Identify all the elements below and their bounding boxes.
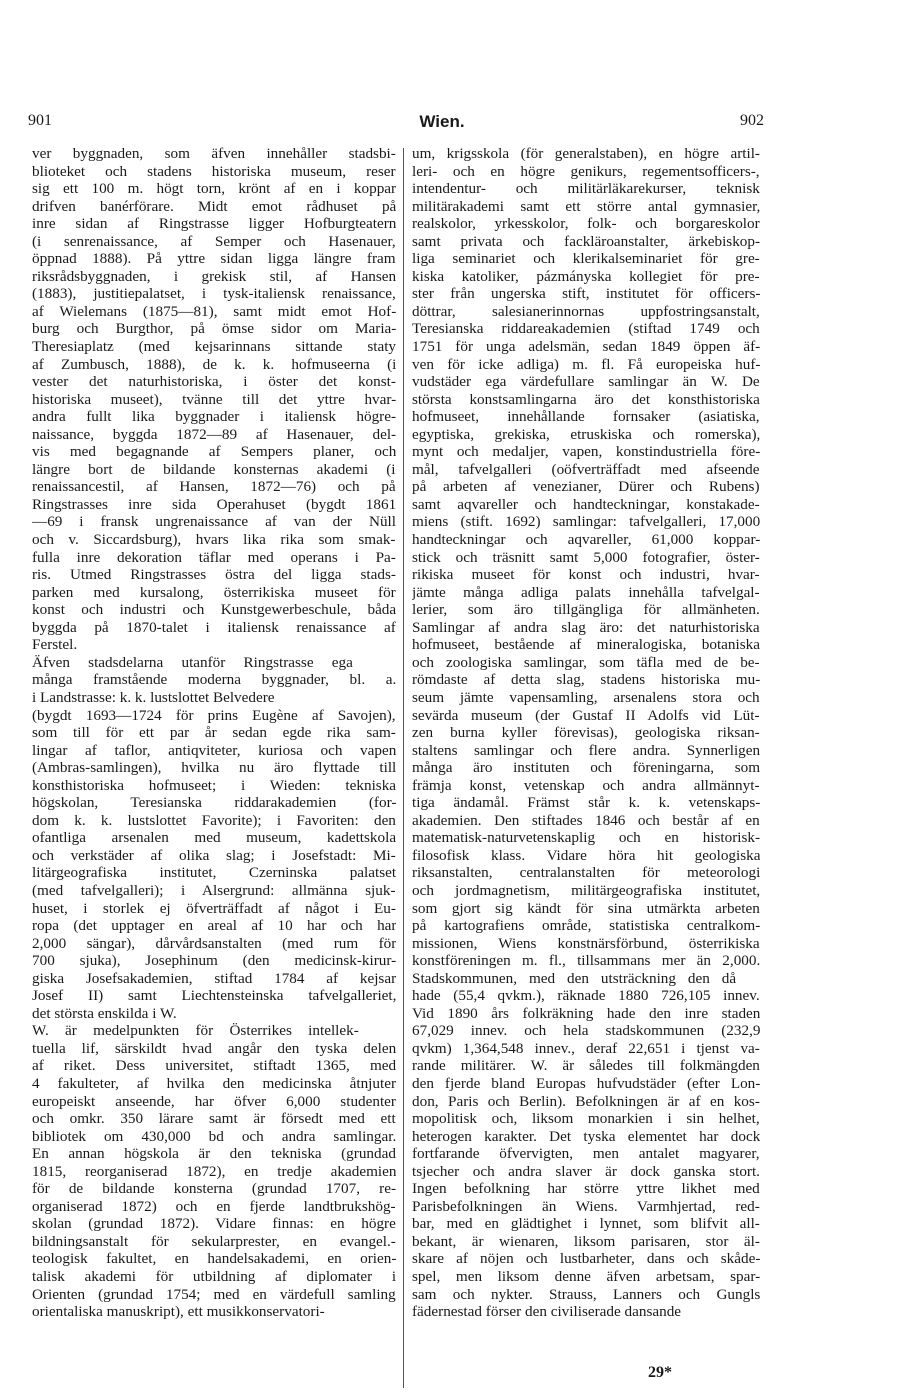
text-line: i Landstrasse: k. k. lustslottet Belvedere xyxy=(32,688,275,706)
left-text-column xyxy=(32,145,396,1321)
text-line: huset, i storlek ej öfverträffadt af något i Eu- xyxy=(32,899,396,917)
text-line: bekant, är wienaren, liksom parisaren, stor äl- xyxy=(412,1232,760,1250)
text-line: döttrar, salesianerinnornas uppfostringsanstalt, xyxy=(412,302,760,320)
text-line: ris. Utmed Ringstrasses östra del ligga stads- xyxy=(32,566,396,584)
text-line: qvkm) 1,364,548 innev., deraf 22,651 i tjenst va- xyxy=(412,1039,760,1057)
text-line: akademien. Den stiftades 1846 och består af en xyxy=(412,811,760,829)
text-line: (Ambras-samlingen), hvilka nu äro flyttade till xyxy=(32,759,396,777)
text-line: militärakademi samt ett större antal gymnasier, xyxy=(412,197,760,215)
text-line: sam och nykter. Strauss, Lanners och Gungls xyxy=(412,1285,760,1303)
text-line: lingar af taflor, antiqviteter, kuriosa och vapen xyxy=(32,741,396,759)
text-line: öppnad 1888). På yttre sidan ligga längre fram xyxy=(32,250,396,268)
text-line: sevärda museum (der Gustaf II Adolfs vid Lüt- xyxy=(412,706,760,724)
text-line: —69 i fransk ungrenaissance af van der Nüll xyxy=(32,513,396,531)
text-line: bar, med en glädtighet i lynnet, som blifvit all- xyxy=(412,1215,760,1233)
text-line: kiska katoliker, pázmányska kollegiet för pre- xyxy=(412,267,760,285)
text-line: vudstäder ega värdefullare samlingar än W. De xyxy=(412,373,760,391)
text-line: skolan (grundad 1872). Vidare finnas: en högre xyxy=(32,1215,396,1233)
text-line: Josef II) samt Liechtensteinska tafvelgalleriet, xyxy=(32,987,396,1005)
text-line: högskolan, Teresianska riddarakademien (for- xyxy=(32,794,396,812)
text-line: Orienten (grundad 1754; med en värdefull samling xyxy=(32,1285,396,1303)
text-line: (bygdt 1693—1724 för prins Eugène af Savojen), xyxy=(32,706,396,724)
text-line: tuella lif, särskildt hvad angår den tyska delen xyxy=(32,1039,396,1057)
text-line: renaissancestil, af Hansen, 1872—76) och på xyxy=(32,478,396,496)
signature-mark: 29* xyxy=(648,1364,672,1381)
text-line: jämte många adliga palats innehålla tafvelgal- xyxy=(412,583,760,601)
text-line: stick och träsnitt samt 5,000 fotografier, öster- xyxy=(412,548,760,566)
text-line: det största enskilda i W. xyxy=(32,1004,177,1022)
text-line: teologisk fakultet, en handelsakademi, en orien- xyxy=(32,1250,396,1268)
text-line: europeiskt anseende, har öfver 6,000 studenter xyxy=(32,1092,396,1110)
text-line: handteckningar och aqvareller, 61,000 koppar- xyxy=(412,531,760,549)
text-line: konsthistoriska hofmuseet; i Wieden: tekniska xyxy=(32,776,396,794)
text-line: af Zumbusch, 1888), de k. k. hofmuseerna (i xyxy=(32,355,396,373)
text-line: och verkstäder af olika slag; i Josefstadt: Mi- xyxy=(32,846,396,864)
text-line: 67,029 innev. och hela stadskommunen (232,9 xyxy=(412,1022,760,1040)
text-line: orientaliska manuskript), ett musikkonservatori- xyxy=(32,1303,325,1321)
text-line: fulla inre dekoration täflar med operans i Pa- xyxy=(32,548,396,566)
page-title: Wien. xyxy=(419,112,465,131)
text-line: Teresianska riddareakademien (stiftad 1749 och xyxy=(412,320,760,338)
text-line: leri- och en högre genikurs, regementsofficers-, xyxy=(412,162,760,180)
text-line: römdaste af detta slag, stadens historiska mu- xyxy=(412,671,760,689)
text-line: heterogen karakter. Det tyska elementet har dock xyxy=(412,1127,760,1145)
text-line: miens (stift. 1692) samlingar: tafvelgalleri, 17,000 xyxy=(412,513,760,531)
text-line: skare af nöjen och lustbarheter, dans och skåde- xyxy=(412,1250,760,1268)
text-line: mynt och medaljer, vapen, konstindustriella före- xyxy=(412,443,760,461)
text-line: parken med kursalong, österrikiska museet för xyxy=(32,583,396,601)
text-line: bibliotek om 430,000 bd och andra samlingar. xyxy=(32,1127,396,1145)
text-line: W. är medelpunkten för Österrikes intellek- xyxy=(32,1022,359,1040)
text-line: som till för ett par år sedan egde rika sam- xyxy=(32,724,396,742)
text-line: don, Paris och Berlin). Befolkningen är af en kos- xyxy=(412,1092,760,1110)
text-line: många framstående moderna byggnader, bl. a. xyxy=(32,671,396,689)
text-line: af riket. Dess universitet, stiftadt 1365, med xyxy=(32,1057,396,1075)
text-line: talisk akademi för utbildning af diplomater i xyxy=(32,1268,396,1285)
text-line: giska Josefsakademien, stiftad 1784 af kejsar xyxy=(32,969,396,987)
text-line: inre sidan af Ringstrasse ligger Hofburgteatern xyxy=(32,215,396,233)
text-line: ven för icke adliga) m. fl. Få europeiska huf- xyxy=(412,355,760,373)
text-line: på arbeten af venezianer, Dürer och Rubens) xyxy=(412,478,760,496)
text-line: hofmuseet, bestående af mineralogiska, botaniska xyxy=(412,636,760,654)
page-number-left: 901 xyxy=(28,112,52,129)
text-line: intendentur- och militärläkarekurser, teknisk xyxy=(412,180,760,198)
text-line: vester det naturhistoriska, i öster det konst- xyxy=(32,373,396,391)
text-line: blioteket och stadens historiska museum, reser xyxy=(32,162,396,180)
text-line: (i senrenaissance, af Semper och Hasenauer, xyxy=(32,232,396,250)
text-line: Parisbefolkningen än Wiens. Varmhjertad, red- xyxy=(412,1197,760,1215)
text-line: lerier, som äro tillgängliga för allmänheten. xyxy=(412,601,760,619)
text-line: på kartografiens område, statistiska centralkom- xyxy=(412,917,760,935)
text-line: främja konst, vetenskap och andra allmännyt- xyxy=(412,776,760,794)
text-line: (1883), justitiepalatset, i tysk-italiensk renaissance, xyxy=(32,285,396,303)
text-line: hade (55,4 qvkm.), räknade 1880 726,105 innev. xyxy=(412,987,760,1005)
text-line: En annan högskola är den tekniska (grundad xyxy=(32,1145,396,1163)
text-line: riksanstalten, centralanstalten för meteorologi xyxy=(412,864,760,882)
right-text-column xyxy=(412,145,760,1321)
text-line: som gjort sig kändt för sina utmärkta arbeten xyxy=(412,899,760,917)
text-line: mål, tafvelgalleri (oöfverträffadt med afseende xyxy=(412,460,760,478)
text-line: (med tafvelgalleri); i Alsergrund: allmänna sjuk- xyxy=(32,881,396,899)
column-divider xyxy=(403,148,404,1388)
text-line: och v. Siccardsburg), hvars lika rika som smak- xyxy=(32,531,396,549)
text-line: matematisk-naturvetenskaplig och en historisk- xyxy=(412,829,760,847)
text-line: fortfarande öfvervigten, men antalet magyarer, xyxy=(412,1145,760,1163)
text-line: riksrådsbyggnaden, i grekisk stil, af Hansen xyxy=(32,267,396,285)
text-line: ver byggnaden, som äfven innehåller stadsbi- xyxy=(32,145,396,162)
text-line: burg och Burgthor, på ömse sidor om Maria- xyxy=(32,320,396,338)
text-line: Äfven stadsdelarna utanför Ringstrasse ega xyxy=(32,653,353,671)
text-line: konstföreningen m. fl., tillsammans mer än 2,000. xyxy=(412,952,760,970)
text-line: och omkr. 350 lärare samt är försedt med ett xyxy=(32,1110,396,1128)
text-line: och zoologiska samlingar, som täfla med de be- xyxy=(412,653,760,671)
text-line: 700 sjuka), Josephinum (den medicinsk-kirur- xyxy=(32,952,396,970)
text-line: historiska museet), tvänne till det yttre hvar- xyxy=(32,390,396,408)
text-line: Ingen befolkning har större yttre likhet med xyxy=(412,1180,760,1198)
text-line: 4 fakulteter, af hvilka den medicinska åtnjuter xyxy=(32,1074,396,1092)
text-line: 2,000 sängar), dårvårdsanstalten (med rum för xyxy=(32,934,396,952)
text-line: byggda på 1870-talet i italiensk renaissance af xyxy=(32,618,396,636)
text-line: organiserad 1872) och en fjerde landtbrukshög- xyxy=(32,1197,396,1215)
text-line: rikiska museet för konst och industri, hvar- xyxy=(412,566,760,584)
text-line: längre bort de bildande konsternas akademi (i xyxy=(32,460,396,478)
text-line: den fjerde bland Europas hufvudstäder (efter Lon- xyxy=(412,1074,760,1092)
text-line: Samlingar af andra slag äro: det naturhistoriska xyxy=(412,618,760,636)
text-line: liga seminariet och klerikalseminariet för gre- xyxy=(412,250,760,268)
text-line: och jordmagnetism, militärgeografiska institutet, xyxy=(412,881,760,899)
text-line: ster från ungerska stift, institutet för officers- xyxy=(412,285,760,303)
text-line: staltens samlingar och flere andra. Synnerligen xyxy=(412,741,760,759)
text-line: sig ett 100 m. högt torn, krönt af en i koppar xyxy=(32,180,396,198)
text-line: ropa (det upptager en areal af 10 har och har xyxy=(32,917,396,935)
text-line: drifven banérförare. Midt emot rådhuset på xyxy=(32,197,396,215)
text-line: Theresiaplatz (med kejsarinnans sittande staty xyxy=(32,338,396,356)
text-line: filosofisk klass. Vidare höra hit geologiska xyxy=(412,846,760,864)
text-line: dom k. k. lustslottet Favorite); i Favoriten: den xyxy=(32,811,396,829)
text-line: andra fullt lika byggnader i italiensk högre- xyxy=(32,408,396,426)
text-line: 1751 för unga adelsmän, sedan 1849 öppen äf- xyxy=(412,338,760,356)
text-line: vis med begagnande af Sempers planer, och xyxy=(32,443,396,461)
text-line: bildningsanstalt för sekularprester, en evangel.- xyxy=(32,1232,396,1250)
text-line: missionen, Wiens konstnärsförbund, österrikiska xyxy=(412,934,760,952)
text-line: ofantliga arsenalen med museum, kadettskola xyxy=(32,829,396,847)
text-line: Ferstel. xyxy=(32,636,78,654)
text-line: egyptiska, grekiska, etruskiska och romerska), xyxy=(412,425,760,443)
text-line: största konstsamlingarna äro det konsthistoriska xyxy=(412,390,760,408)
text-line: samt privata och fackläroanstalter, ärkebiskop- xyxy=(412,232,760,250)
text-line: zen burna kyller förevisas), geologiska riksan- xyxy=(412,724,760,742)
text-line: 1815, reorganiserad 1872), en tredje akademien xyxy=(32,1162,396,1180)
text-line: hofmuseet, innehållande fornsaker (asiatiska, xyxy=(412,408,760,426)
text-line: Ringstrasses inre sida Operahuset (bygdt 1861 xyxy=(32,495,396,513)
text-line: naissance, byggda 1872—89 af Hasenauer, del- xyxy=(32,425,396,443)
text-line: tiga ändamål. Främst står k. k. vetenskaps- xyxy=(412,794,760,812)
text-line: Stadskommunen, med den utsträckning den då xyxy=(412,969,737,987)
text-line: Vid 1890 års folkräkning hade den inre staden xyxy=(412,1004,760,1022)
text-line: samt aqvareller och handteckningar, konstakade- xyxy=(412,495,760,513)
text-line: seum jämte vapensamling, arsenalens stora och xyxy=(412,688,760,706)
text-line: för de bildande konsterna (grundad 1707, re- xyxy=(32,1180,396,1198)
text-line: mopolitisk och, liksom monarkien i sin helhet, xyxy=(412,1110,760,1128)
text-line: många äro instituten och föreningarna, som xyxy=(412,759,760,777)
text-line: um, krigsskola (för generalstaben), en högre artil- xyxy=(412,145,760,162)
page-number-right: 902 xyxy=(740,112,764,129)
text-line: tsjecher och andra slaver är dock ganska stort. xyxy=(412,1162,760,1180)
text-line: fädernestad förser den civiliserade dansande xyxy=(412,1303,682,1321)
text-line: konst och industri och Kunstgewerbeschule, båda xyxy=(32,601,396,619)
text-line: af Wielemans (1875—81), samt midt emot Hof- xyxy=(32,302,396,320)
text-line: spel, men liksom denne äfven arbetsam, spar- xyxy=(412,1268,760,1285)
text-line: rande militärer. W. är således till folkmängden xyxy=(412,1057,760,1075)
text-line: litärgeografiska institutet, Czerninska palatset xyxy=(32,864,396,882)
text-line: realskolor, yrkesskolor, folk- och borgareskolor xyxy=(412,215,760,233)
